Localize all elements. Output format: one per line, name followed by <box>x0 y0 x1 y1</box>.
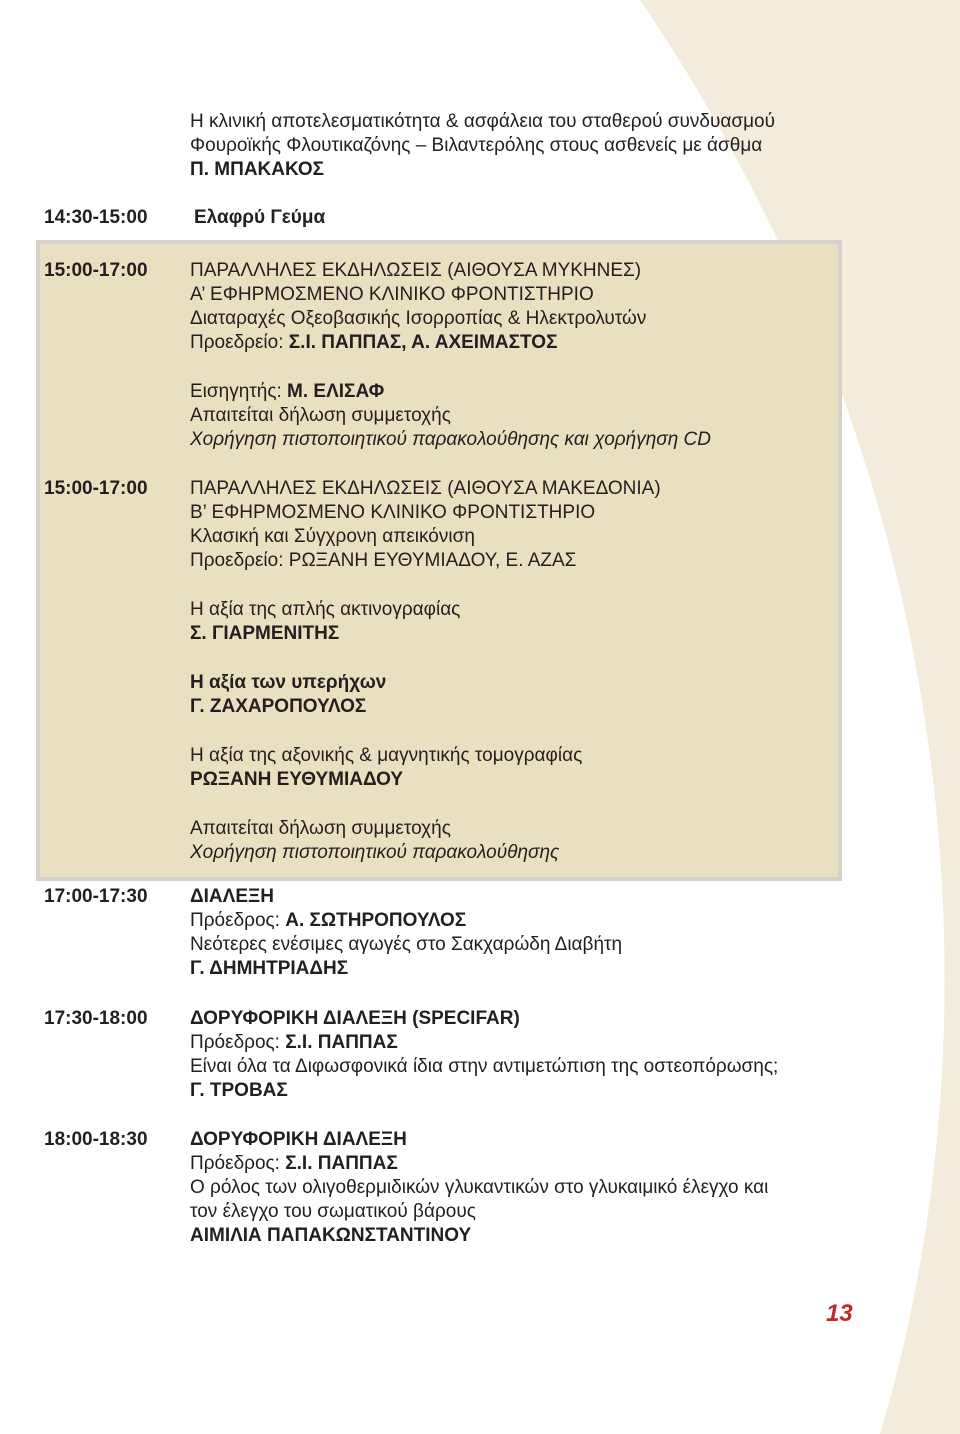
lecture1-speaker: Γ. ΔΗΜΗΤΡΙΑΔΗΣ <box>190 958 349 979</box>
lecture2-topic: Είναι όλα τα Διφωσφονικά ίδια στην αντιμετώπιση της οστεοπόρωσης; <box>190 1056 779 1077</box>
chairs-label: Προεδρείο: <box>190 332 289 353</box>
lecture3-topic-line1: Ο ρόλος των ολιγοθερμιδικών γλυκαντικών στο γλυκαιμικό έλεγχο και <box>190 1177 769 1198</box>
session-a-title: ΠΑΡΑΛΛΗΛΕΣ ΕΚΔΗΛΩΣΕΙΣ (ΑΙΘΟΥΣΑ ΜΥΚΗΝΕΣ) <box>190 260 642 281</box>
session-b-title: ΠΑΡΑΛΛΗΛΕΣ ΕΚΔΗΛΩΣΕΙΣ (ΑΙΘΟΥΣΑ ΜΑΚΕΔΟΝΙΑ) <box>190 478 661 499</box>
page-number: 13 <box>826 1300 853 1327</box>
session-a-speaker <box>190 380 384 404</box>
speaker-name: Μ. ΕΛΙΣΑΦ <box>287 381 385 402</box>
lecture2-speaker: Γ. ΤΡΟΒΑΣ <box>190 1080 288 1101</box>
session-a-note: Απαιτείται δήλωση συμμετοχής <box>190 405 451 426</box>
lecture1-topic: Νεότερες ενέσιμες αγωγές στο Σακχαρώδη Διαβήτη <box>190 934 623 955</box>
session-a-cert: Χορήγηση πιστοποιητικού παρακολούθησης και χορήγηση CD <box>190 429 711 450</box>
chair-name: Σ.Ι. ΠΑΠΠΑΣ <box>285 1032 398 1053</box>
talk-speaker: Γ. ΖΑΧΑΡΟΠΟΥΛΟΣ <box>190 696 367 717</box>
session-b-cert: Χορήγηση πιστοποιητικού παρακολούθησης <box>190 842 560 863</box>
lecture2-time: 17:30-18:00 <box>44 1008 148 1029</box>
chair-label: Πρόεδρος: <box>190 910 286 931</box>
session-a-chairs <box>190 331 557 355</box>
chair-name: Α. ΣΩΤΗΡΟΠΟΥΛΟΣ <box>285 910 467 931</box>
chair-label: Πρόεδρος: <box>190 1032 286 1053</box>
lecture1-title: ΔΙΑΛΕΞΗ <box>190 886 274 907</box>
talk-title: Η αξία των υπερήχων <box>190 672 387 693</box>
session-a-subtitle: Α’ ΕΦΗΡΜΟΣΜΕΝΟ ΚΛΙΝΙΚΟ ΦΡΟΝΤΙΣΤΗΡΙΟ <box>190 284 594 305</box>
session-b-topic: Κλασική και Σύγχρονη απεικόνιση <box>190 526 475 547</box>
session-b-chairs: Προεδρείο: ΡΩΞΑΝΗ ΕΥΘΥΜΙΑΔΟΥ, Ε. ΑΖΑΣ <box>190 550 577 571</box>
chair-name: Σ.Ι. ΠΑΠΠΑΣ <box>285 1153 398 1174</box>
lecture1-time: 17:00-17:30 <box>44 886 148 907</box>
session-b-note: Απαιτείται δήλωση συμμετοχής <box>190 818 451 839</box>
talk-title: Η αξία της απλής ακτινογραφίας <box>190 599 461 620</box>
lecture3-topic-line2: τον έλεγχο του σωματικού βάρους <box>190 1201 476 1222</box>
lecture3-title: ΔΟΡΥΦΟΡΙΚΗ ΔΙΑΛΕΞΗ <box>190 1129 407 1150</box>
session-b-subtitle: Β’ ΕΦΗΡΜΟΣΜΕΝΟ ΚΛΙΝΙΚΟ ΦΡΟΝΤΙΣΤΗΡΙΟ <box>190 502 596 523</box>
lunch-title: Ελαφρύ Γεύμα <box>194 207 326 228</box>
talk-speaker: ΡΩΞΑΝΗ ΕΥΘΥΜΙΑΔΟΥ <box>190 769 404 790</box>
intro-speaker: Π. ΜΠΑΚΑΚΟΣ <box>190 159 325 180</box>
lecture1-chair <box>190 909 466 933</box>
session-a-time: 15:00-17:00 <box>44 260 148 281</box>
lecture3-speaker: ΑΙΜΙΛΙΑ ΠΑΠΑΚΩΝΣΤΑΝΤΙΝΟΥ <box>190 1225 472 1246</box>
chair-label: Πρόεδρος: <box>190 1153 286 1174</box>
lecture2-chair <box>190 1031 398 1055</box>
intro-title-line1: Η κλινική αποτελεσματικότητα & ασφάλεια του σταθερού συνδυασμού <box>190 111 776 132</box>
talk-speaker: Σ. ΓΙΑΡΜΕΝΙΤΗΣ <box>190 623 340 644</box>
chairs-names: Σ.Ι. ΠΑΠΠΑΣ, Α. ΑΧΕΙΜΑΣΤΟΣ <box>288 332 558 353</box>
session-b-time: 15:00-17:00 <box>44 478 148 499</box>
lecture2-title: ΔΟΡΥΦΟΡΙΚΗ ΔΙΑΛΕΞΗ (SPECIFAR) <box>190 1008 520 1029</box>
session-a-topic: Διαταραχές Οξεοβασικής Ισορροπίας & Ηλεκτρολυτών <box>190 308 647 329</box>
talk-title: Η αξία της αξονικής & μαγνητικής τομογραφίας <box>190 745 583 766</box>
lunch-time: 14:30-15:00 <box>44 207 148 228</box>
intro-title-line2: Φουροϊκής Φλουτικαζόνης – Βιλαντερόλης στους ασθενείς με άσθμα <box>190 135 763 156</box>
speaker-label: Εισηγητής: <box>190 381 288 402</box>
lecture3-chair <box>190 1152 398 1176</box>
lecture3-time: 18:00-18:30 <box>44 1129 148 1150</box>
